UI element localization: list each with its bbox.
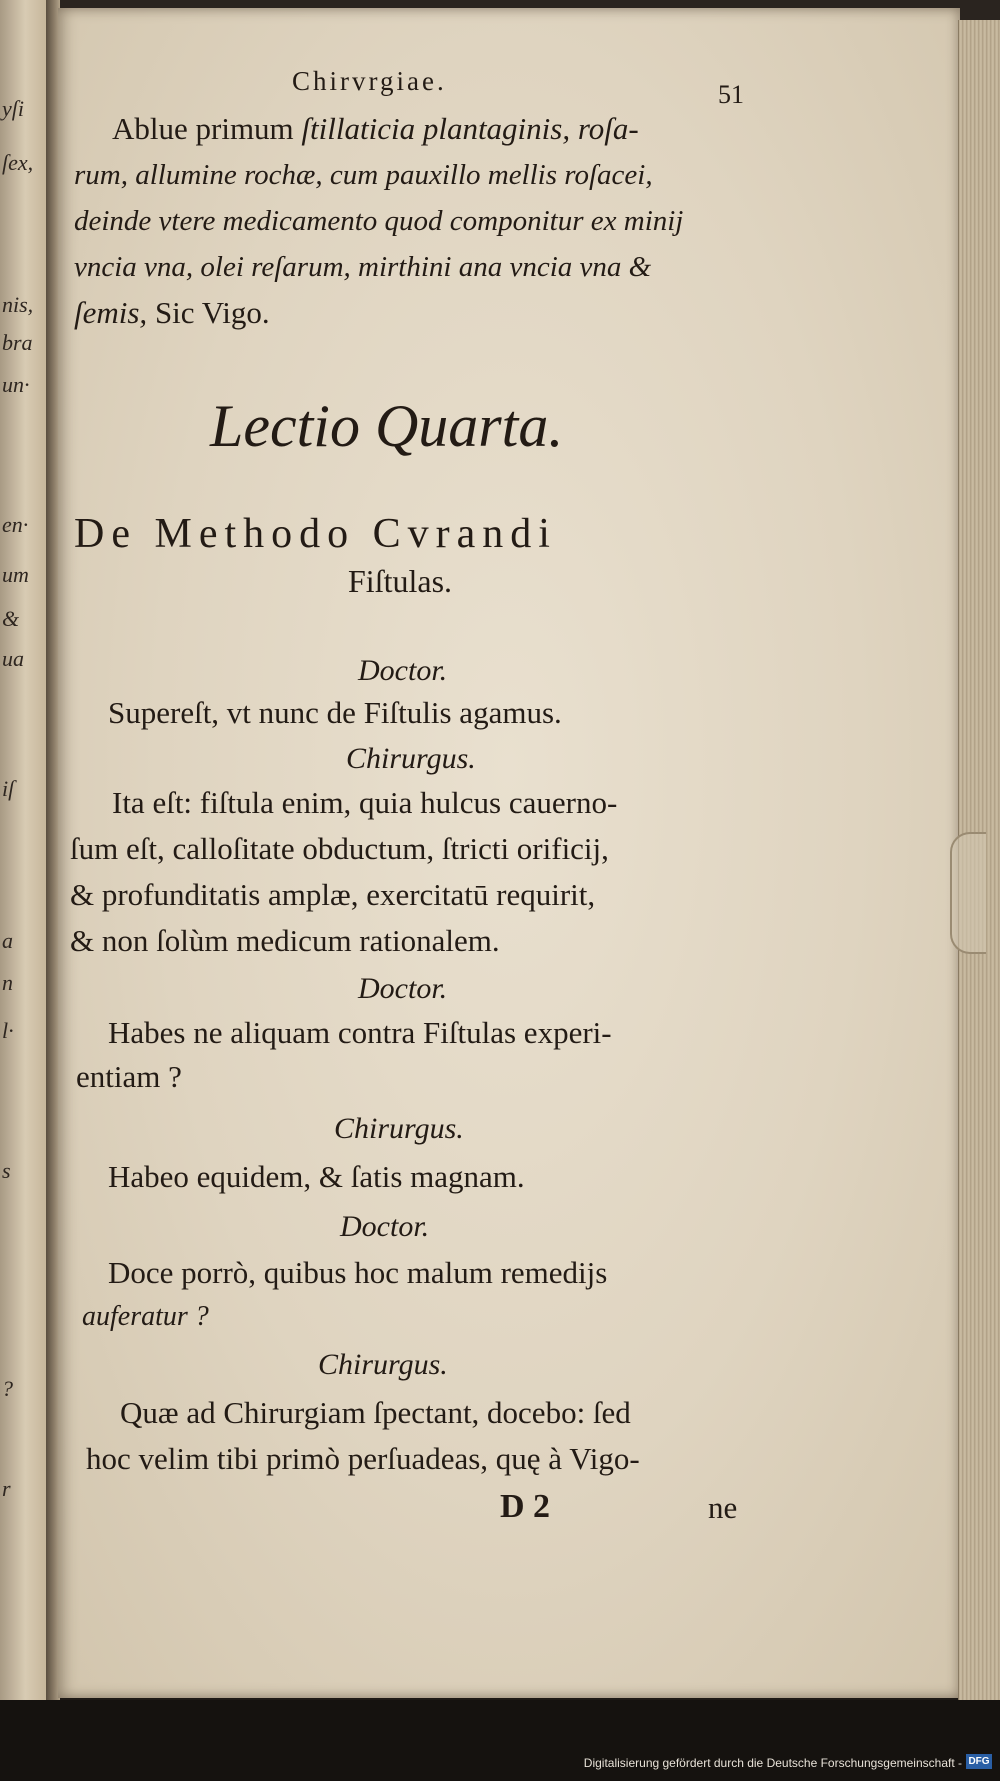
- running-head: Chirvrgiae.: [292, 66, 447, 96]
- text-line: deinde vtere medicamento quod componitur ex minij: [74, 205, 684, 237]
- footer-credit: Digitalisierung gefördert durch die Deutsche Forschungsgemeinschaft -: [583, 1756, 962, 1770]
- dialogue-line: hoc velim tibi primò perſuadeas, quę à Vigo-: [86, 1441, 640, 1476]
- speaker-label: Doctor.: [358, 972, 448, 1005]
- text-line: [112, 112, 639, 146]
- margin-fragment: um: [2, 562, 29, 587]
- clasp-outline: [950, 832, 986, 954]
- dialogue-line: entiam ?: [76, 1059, 182, 1094]
- speaker-label: Chirurgus.: [334, 1112, 464, 1145]
- margin-fragment: ?: [2, 1376, 13, 1401]
- signature-mark: D 2: [500, 1488, 551, 1525]
- margin-fragment: en·: [2, 512, 29, 537]
- margin-fragment: s: [2, 1158, 11, 1183]
- speaker-label: Chirurgus.: [346, 742, 476, 775]
- dialogue-line: auferatur ?: [82, 1301, 209, 1332]
- text-line: rum, allumine rochæ, cum pauxillo mellis roſacei,: [74, 159, 653, 191]
- dfg-logo-icon: DFG: [966, 1754, 992, 1769]
- page-number: 51: [718, 80, 744, 109]
- speaker-label: Doctor.: [340, 1210, 430, 1243]
- margin-fragment: a: [2, 928, 13, 953]
- text-line: [74, 296, 270, 330]
- text-italic: ſtillaticia plantaginis, roſa-: [301, 111, 639, 146]
- margin-fragment: ua: [2, 646, 24, 671]
- margin-fragment: bra: [2, 330, 33, 355]
- dialogue-line: Ita eſt: fiſtula enim, quia hulcus cauerno-: [112, 785, 618, 820]
- margin-fragment: un·: [2, 372, 30, 397]
- dialogue-line: Quæ ad Chirurgiam ſpectant, docebo: ſed: [120, 1395, 631, 1430]
- speaker-label: Doctor.: [358, 654, 448, 687]
- margin-fragment: n: [2, 970, 13, 995]
- text-roman: Sic Vigo.: [154, 295, 270, 330]
- catchword: ne: [708, 1490, 738, 1525]
- margin-fragment: yſi: [2, 96, 24, 121]
- margin-fragment: r: [2, 1476, 11, 1501]
- section-title: Lectio Quarta.: [210, 393, 564, 459]
- text-roman: Ablue primum: [112, 111, 302, 146]
- margin-fragment: ſex,: [2, 150, 34, 175]
- margin-fragment: nis,: [2, 292, 34, 317]
- margin-fragment: iſ: [2, 776, 15, 801]
- dialogue-line: Supereſt, vt nunc de Fiſtulis agamus.: [108, 695, 562, 730]
- dialogue-line: Habes ne aliquam contra Fiſtulas experi-: [108, 1015, 612, 1050]
- speaker-label: Chirurgus.: [318, 1348, 448, 1381]
- dialogue-line: Habeo equidem, & ſatis magnam.: [108, 1159, 525, 1194]
- text-italic: ſemis,: [74, 295, 155, 330]
- dialogue-line: ſum eſt, calloſitate obductum, ſtricti orificij,: [70, 831, 609, 866]
- dialogue-line: & non ſolùm medicum rationalem.: [70, 923, 500, 958]
- margin-fragment: &: [2, 606, 20, 631]
- section-subtitle-caps: De Methodo Cvrandi: [74, 511, 557, 557]
- margin-fragment: l·: [2, 1018, 14, 1043]
- left-page-edge: [0, 0, 48, 1700]
- dialogue-line: & profunditatis amplæ, exercitatū requirit,: [70, 877, 596, 912]
- section-subtitle-rest: Fiſtulas.: [348, 563, 453, 599]
- dialogue-line: Doce porrò, quibus hoc malum remedijs: [108, 1255, 608, 1290]
- text-line: vncia vna, olei reſarum, mirthini ana vncia vna &: [74, 251, 652, 283]
